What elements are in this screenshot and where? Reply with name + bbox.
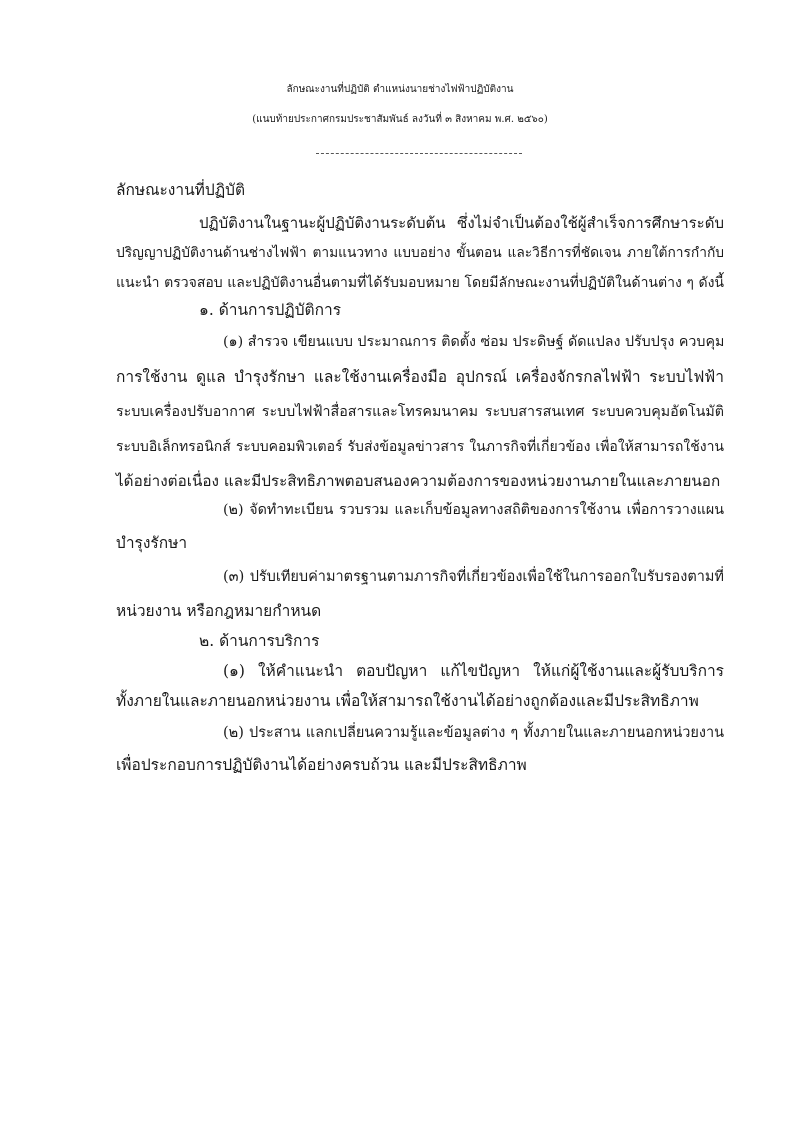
part1-item1-line-3: ระบบเครื่องปรับอากาศ ระบบไฟฟ้าสื่อสารและโทรคมนาคม ระบบสารสนเทศ ระบบควบคุมอัตโนมัติ [116,404,724,420]
intro-line-3: แนะนำ ตรวจสอบ และปฏิบัติงานอื่นตามที่ได้รับมอบหมาย โดยมีลักษณะงานที่ปฏิบัติในด้านต่าง ๆ ดังนี้ [116,275,724,291]
part1-item1-line-4: ระบบอิเล็กทรอนิกส์ ระบบคอมพิวเตอร์ รับส่งข้อมูลข่าวสาร ในภารกิจที่เกี่ยวข้อง เพื่อให้สามารถใช้งาน [116,439,724,455]
part2-item2-line-1: (๒) ประสาน แลกเปลี่ยนความรู้และข้อมูลต่าง ๆ ทั้งภายในและภายนอกหน่วยงาน [223,725,724,741]
part1-item1-line-1: (๑) สำรวจ เขียนแบบ ประมาณการ ติดตั้ง ซ่อม ประดิษฐ์ ดัดแปลง ปรับปรุง ควบคุม [223,334,725,350]
part1-item3-line-2: หน่วยงาน หรือกฎหมายกำหนด [116,602,322,620]
part1-item2-line-1: (๒) จัดทำทะเบียน รวบรวม และเก็บข้อมูลทางสถิติของการใช้งาน เพื่อการวางแผน [223,502,724,518]
section-heading: ลักษณะงานที่ปฏิบัติ [116,181,246,199]
part1-item3-line-1: (๓) ปรับเทียบค่ามาตรฐานตามภารกิจที่เกี่ยวข้องเพื่อใช้ในการออกใบรับรองตามที่ [223,569,724,585]
intro-line-2: ปริญญาปฏิบัติงานด้านช่างไฟฟ้า ตามแนวทาง แบบอย่าง ขั้นตอน และวิธีการที่ชัดเจน ภายใต้การกำกับ [116,245,724,261]
part2-item1-line-2: ทั้งภายในและภายนอกหน่วยงาน เพื่อให้สามารถใช้งานได้อย่างถูกต้องและมีประสิทธิภาพ [116,692,699,710]
part1-heading: ๑. ด้านการปฏิบัติการ [199,301,342,319]
part2-item1-line-1: (๑) ให้คำแนะนำ ตอบปัญหา แก้ไขปัญหา ให้แก่ผู้ใช้งานและผู้รับบริการ [223,662,724,680]
document-subtitle: (แนบท้ายประกาศกรมประชาสัมพันธ์ ลงวันที่ ๓ สิงหาคม พ.ศ. ๒๕๖๐) [252,114,548,125]
part1-item1-line-5: ได้อย่างต่อเนื่อง และมีประสิทธิภาพตอบสนองความต้องการของหน่วยงานภายในและภายนอก [116,472,721,490]
part1-item1-line-2: การใช้งาน ดูแล บำรุงรักษา และใช้งานเครื่องมือ อุปกรณ์ เครื่องจักรกลไฟฟ้า ระบบไฟฟ้า [116,368,724,386]
part2-heading: ๒. ด้านการบริการ [199,632,320,650]
intro-line-1: ปฏิบัติงานในฐานะผู้ปฏิบัติงานระดับต้น ซึ่งไม่จำเป็นต้องใช้ผู้สำเร็จการศึกษาระดับ [199,214,724,232]
document-title: ลักษณะงานที่ปฏิบัติ ตำแหน่งนายช่างไฟฟ้าปฏิบัติงาน [286,84,514,95]
title-divider [316,153,522,154]
part2-item2-line-2: เพื่อประกอบการปฏิบัติงานได้อย่างครบถ้วน และมีประสิทธิภาพ [116,756,527,774]
part1-item2-line-2: บำรุงรักษา [116,534,188,552]
